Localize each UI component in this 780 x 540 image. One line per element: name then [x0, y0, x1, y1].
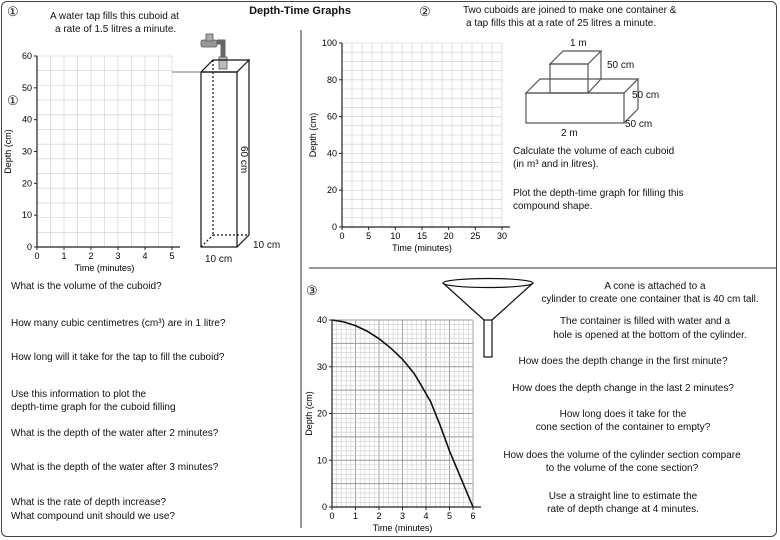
chart3-x-axis-label: Time (minutes): [372, 523, 433, 533]
chart3-y-tick-label: 10: [316, 455, 327, 466]
question-3e-line-1: Use a straight line to estimate the: [548, 491, 698, 502]
section-2-intro-line-1: Two cuboids are joined to make one container &: [463, 5, 677, 16]
question-1f: What is the depth of the water after 3 minutes?: [11, 462, 219, 473]
compound-bottom-width-label: 2 m: [561, 128, 578, 139]
chart3-y-tick-label: 20: [316, 408, 327, 419]
section-1-intro-line-2: a rate of 1.5 litres a minute.: [55, 24, 177, 35]
cuboid-width-label: 10 cm: [253, 240, 281, 251]
chart1-y-tick-label: 50: [21, 82, 32, 93]
section-3-statement-line-2: hole is opened at the bottom of the cylinder.: [553, 330, 747, 341]
chart2-y-axis-label: Depth (cm): [308, 112, 318, 158]
chart2-x-axis-label: Time (minutes): [392, 243, 452, 253]
page-title: Depth-Time Graphs: [249, 5, 351, 17]
question-1g-line-2: What compound unit should we use?: [11, 511, 175, 522]
section-3-number: ③: [306, 283, 318, 298]
chart3-x-tick-label: 4: [423, 511, 429, 521]
chart3-x-tick-label: 1: [352, 511, 359, 521]
question-3e-line-2: rate of depth change at 4 minutes.: [547, 504, 699, 515]
chart1-x-tick-label: 2: [88, 251, 94, 261]
chart3-x-tick-label: 5: [446, 511, 453, 521]
question-1b: How many cubic centimetres (cm³) are in 1 litre?: [11, 318, 226, 329]
chart3-y-tick-label: 40: [316, 315, 327, 325]
chart2-x-tick-label: 5: [366, 231, 372, 241]
chart3-x-tick-label: 2: [376, 511, 382, 521]
cuboid-depth-time-chart: [3, 51, 180, 273]
section-3-statement-line-1: The container is filled with water and a: [559, 316, 731, 327]
question-1e: What is the depth of the water after 2 minutes?: [11, 428, 219, 439]
chart1-y-tick-label: 40: [21, 114, 32, 125]
chart1-x-tick-label: 0: [34, 251, 40, 261]
cuboid-depth-label: 10 cm: [205, 254, 233, 265]
section-1-number: ①: [7, 4, 19, 19]
question-1g-line-1: What is the rate of depth increase?: [11, 497, 167, 508]
chart2-x-tick-label: 30: [496, 231, 508, 241]
question-2a-line-1: Calculate the volume of each cuboid: [513, 146, 675, 157]
question-3d-line-2: to the volume of the cone section?: [545, 463, 699, 474]
compound-bottom-height-label: 50 cm: [632, 90, 660, 101]
chart2-y-tick-label: 80: [326, 74, 337, 85]
question-3c-line-2: cone section of the container to empty?: [535, 422, 711, 433]
chart1-y-tick-label: 30: [21, 146, 32, 157]
chart2-y-tick-label: 40: [326, 148, 337, 159]
question-3b: How does the depth change in the last 2 minutes?: [512, 383, 734, 394]
chart3-x-tick-label: 6: [470, 511, 476, 521]
cone-cylinder-depth-time-chart: [304, 315, 481, 533]
question-2b-line-1: Plot the depth-time graph for filling this: [513, 188, 684, 199]
chart1-x-tick-label: 5: [169, 251, 175, 261]
chart3-y-tick-label: 30: [316, 361, 327, 372]
compound-top-width-label: 1 m: [570, 38, 587, 49]
compound-depth-time-chart: [308, 38, 510, 253]
section-3-intro-line-2: cylinder to create one container that is 40 cm tall.: [541, 294, 759, 305]
question-3c-line-1: How long does it take for the: [559, 409, 687, 420]
question-1d-line-2: depth-time graph for the cuboid filling: [11, 402, 176, 413]
question-1d-line-1: Use this information to plot the: [11, 389, 147, 400]
chart3-y-axis-label: Depth (cm): [304, 391, 314, 436]
chart2-y-tick-label: 0: [331, 222, 337, 232]
section-3-intro-line-1: A cone is attached to a: [604, 281, 706, 292]
question-1c: How long will it take for the tap to fill the cuboid?: [11, 352, 225, 363]
chart1-y-tick-label: 0: [26, 242, 32, 252]
chart3-x-tick-label: 0: [329, 511, 335, 521]
chart2-y-tick-label: 60: [326, 111, 337, 122]
chart3-x-tick-label: 3: [399, 511, 406, 521]
chart1-x-tick-label: 3: [115, 251, 121, 261]
chart2-x-tick-label: 25: [470, 231, 481, 241]
question-2b-line-2: compound shape.: [513, 201, 593, 212]
chart1-x-tick-label: 4: [142, 251, 148, 261]
chart2-x-tick-label: 0: [339, 231, 345, 241]
chart1-y-tick-label: 10: [21, 210, 32, 221]
cuboid-height-label: 60 cm: [238, 146, 249, 174]
chart2-x-tick-label: 10: [390, 231, 401, 241]
compound-top-height-label: 50 cm: [607, 60, 635, 71]
chart1-y-tick-label: 60: [21, 51, 32, 61]
section-2-intro-line-2: a tap fills this at a rate of 25 litres a minute.: [466, 18, 657, 29]
question-3a: How does the depth change in the first minute?: [518, 356, 728, 367]
chart2-x-tick-label: 20: [443, 231, 454, 241]
section-2-number: ②: [419, 4, 431, 19]
water-tap-icon: [201, 34, 227, 69]
chart2-x-tick-label: 15: [416, 231, 428, 241]
chart2-y-tick-label: 20: [326, 185, 337, 196]
compound-bottom-depth-label: 50 cm: [625, 119, 653, 130]
question-3d-line-1: How does the volume of the cylinder section compare: [503, 450, 741, 461]
question-2a-line-2: (in m³ and in litres).: [513, 159, 599, 170]
chart1-y-tick-label: 20: [21, 178, 32, 189]
chart1-x-tick-label: 1: [61, 251, 67, 261]
chart1-y-axis-label: Depth (cm): [3, 129, 13, 174]
chart1-x-axis-label: Time (minutes): [74, 263, 135, 273]
section-1-intro-line-1: A water tap fills this cuboid at: [50, 11, 179, 22]
section-1-graph-number: ①: [7, 93, 19, 108]
chart2-y-tick-label: 100: [321, 38, 337, 48]
question-1a: What is the volume of the cuboid?: [11, 281, 162, 292]
chart3-y-tick-label: 0: [321, 502, 327, 512]
